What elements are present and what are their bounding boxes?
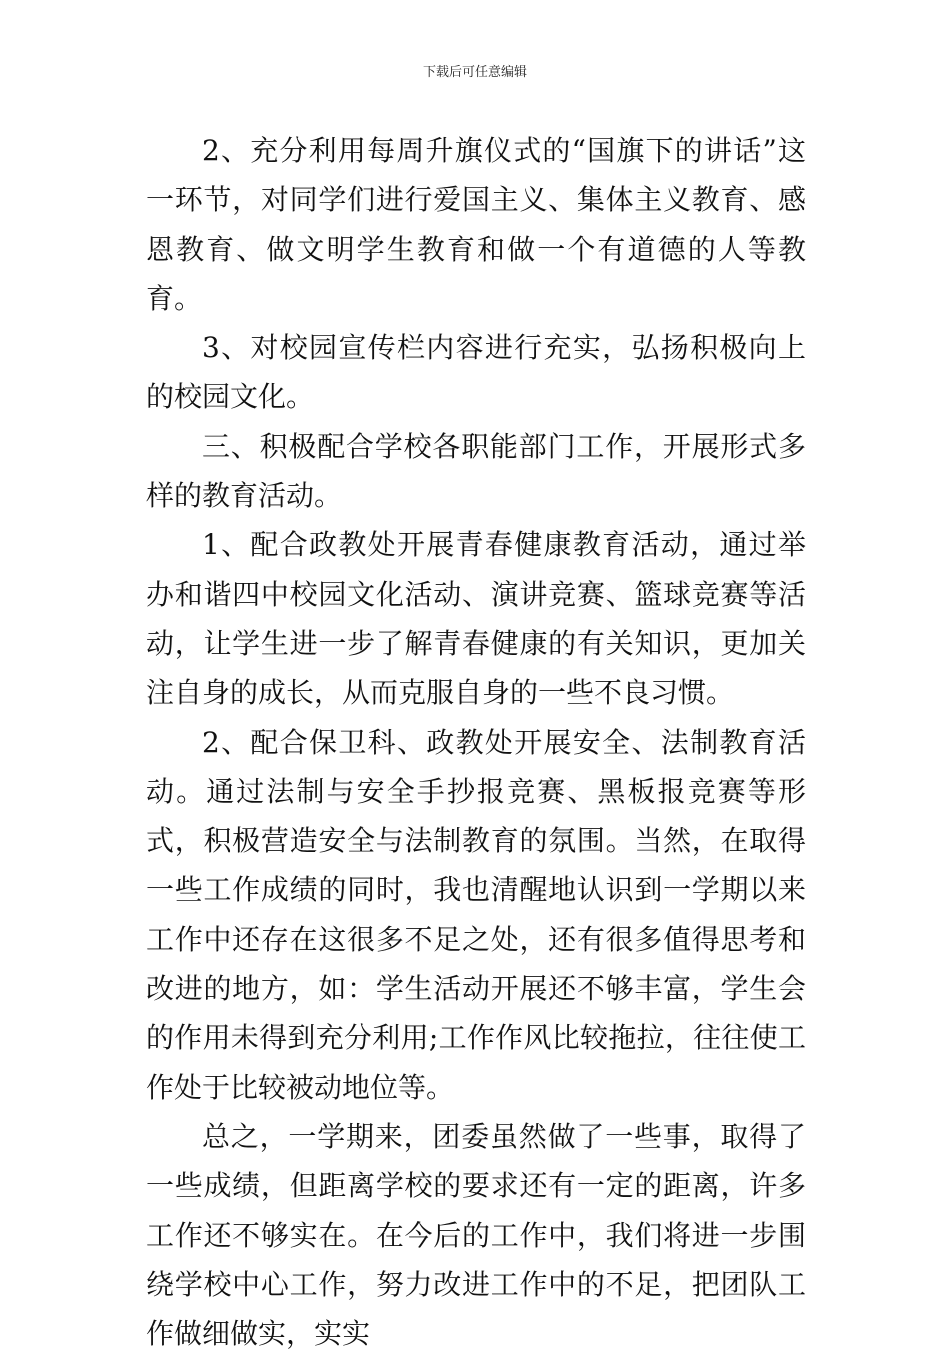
paragraph-safety-legal-education: 2、配合保卫科、政教处开展安全、法制教育活动。通过法制与安全手抄报竞赛、黑板报竞赛等形式，积极营造安全与法制教育的氛围。当然，在取得一些工作成绩的同时，我也清醒地认识到一学期以来工作中还存在这很多不足之处，还有很多值得思考和改进的地方，如：学生活动开展还不够丰富，学生会的作用未得到充分利用;工作作风比较拖拉，往往使工作处于比较被动地位等。 [146,725,806,1104]
paragraph-bulletin-board: 3、对校园宣传栏内容进行充实，弘扬积极向上的校园文化。 [146,331,806,414]
paragraph-summary: 总之，一学期来，团委虽然做了一些事，取得了一些成绩，但距离学校的要求还有一定的距离，许多工作还不够实在。在今后的工作中，我们将进一步围绕学校中心工作，努力改进工作中的不足，把团队工作做细做实，实实 [146,1119,806,1351]
page-header: 下载后可任意编辑 [422,65,527,80]
paragraph-flag-speech: 2、充分利用每周升旗仪式的“国旗下的讲话”这一环节，对同学们进行爱国主义、集体主义教育、感恩教育、做文明学生教育和做一个有道德的人等教育。 [146,134,806,315]
paragraph-health-education: 1、配合政教处开展青春健康教育活动，通过举办和谐四中校园文化活动、演讲竞赛、篮球竞赛等活动，让学生进一步了解青春健康的有关知识，更加关注自身的成长，从而克服自身的一些不良习惯。 [146,528,806,710]
document-body [146,126,806,1358]
paragraph-section-three-heading: 三、积极配合学校各职能部门工作，开展形式多样的教育活动。 [146,429,806,513]
